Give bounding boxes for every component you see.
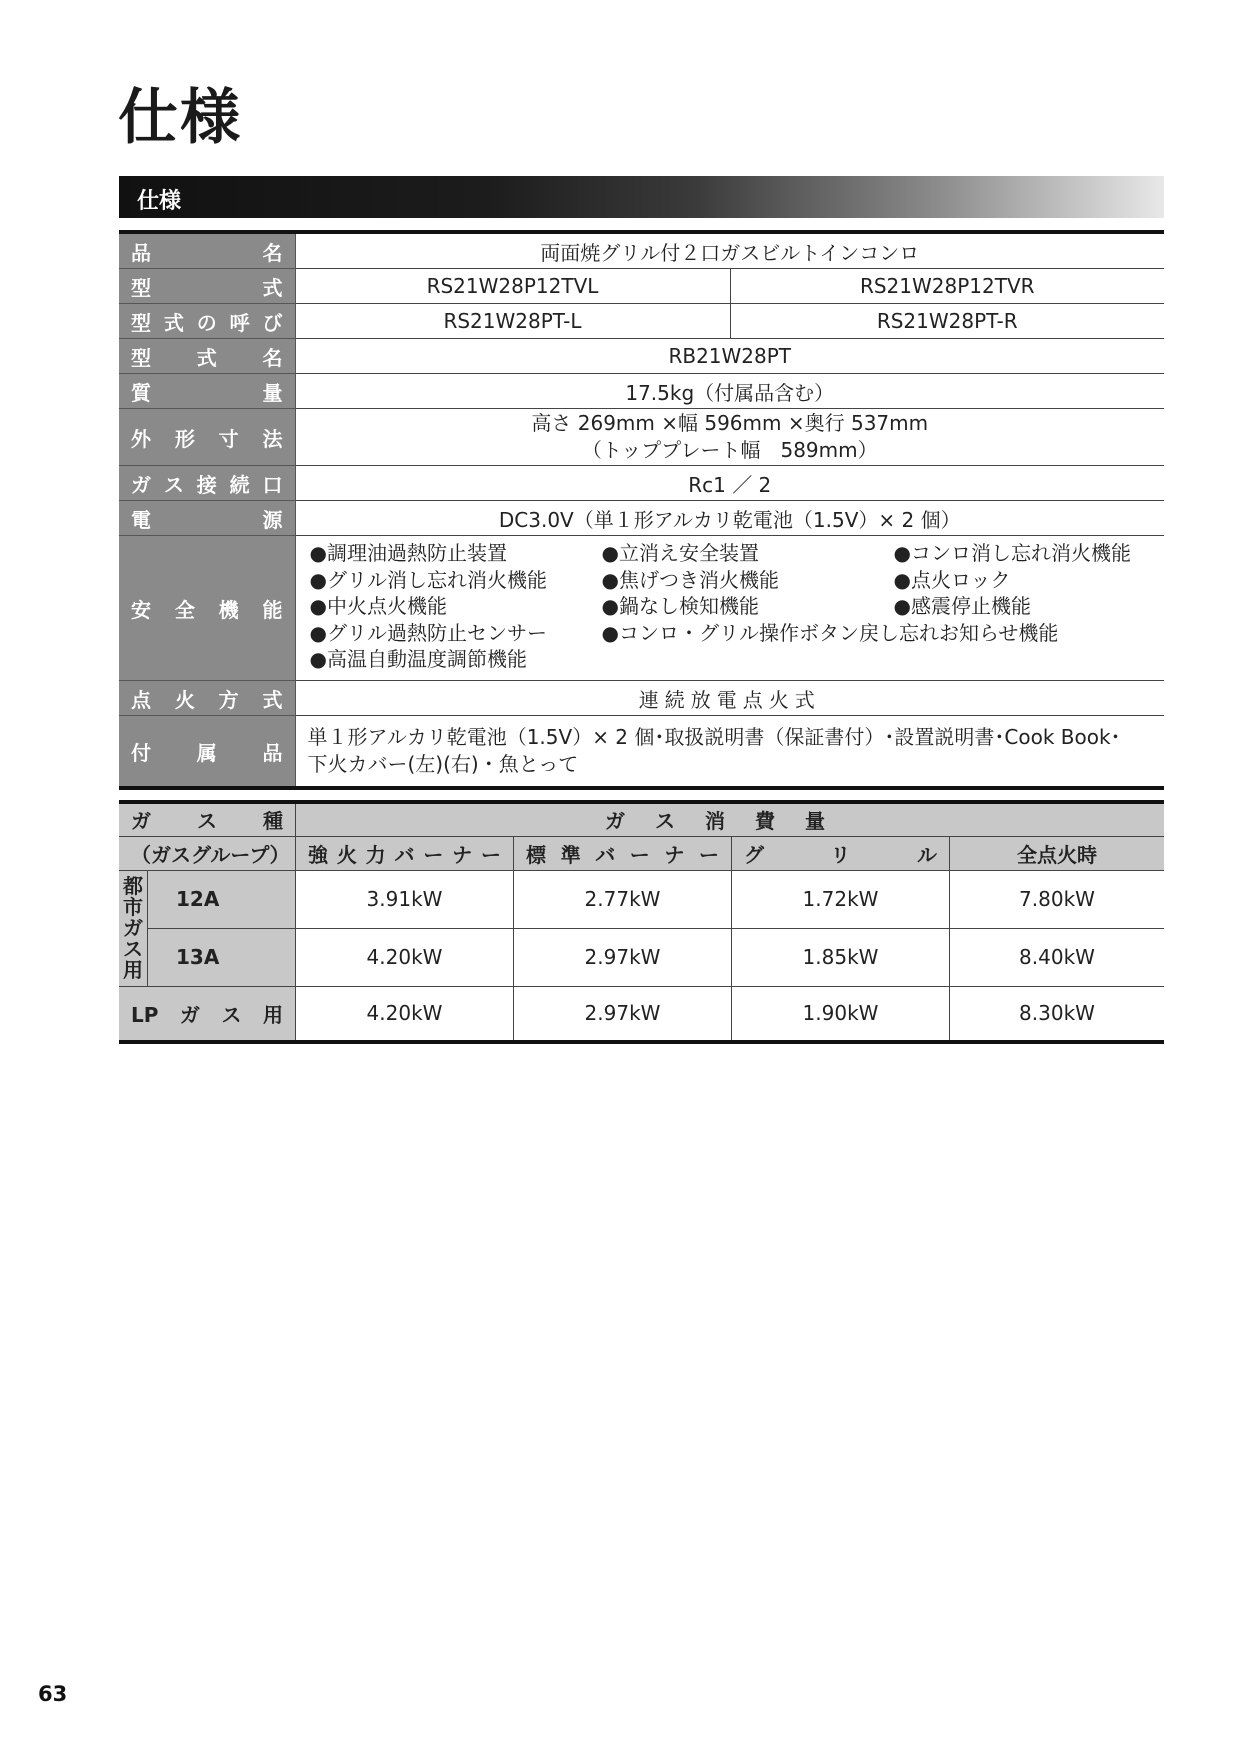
safety-item: ●コンロ消し忘れ消火機能 — [893, 541, 1131, 565]
spec-row-model — [119, 269, 1164, 304]
consumption-label: ガス消費量 — [296, 802, 1165, 836]
value-cell: 7.80kW — [950, 870, 1165, 928]
column-header: グリル — [732, 836, 950, 870]
city-gas-label-text: 都市ガス用 — [123, 873, 143, 982]
spec-value-left: RS21W28P12TVL — [295, 269, 730, 304]
safety-item: ●点火ロック — [893, 567, 1011, 592]
spec-row-ignition — [119, 681, 1164, 716]
spec-value-right: RS21W28P12TVR — [730, 269, 1164, 304]
spec-row-product-name — [119, 232, 1164, 269]
spec-label: 型式名 — [119, 339, 295, 374]
spec-value — [295, 409, 1164, 466]
spec-row-gas-connection — [119, 466, 1164, 501]
accessories-line-2: 下火カバー(左)(右)・魚とって — [307, 752, 579, 776]
spec-table — [119, 230, 1164, 790]
spec-value-left: RS21W28PT-L — [295, 304, 730, 339]
section-title: 仕様 — [137, 189, 182, 214]
value-cell: 8.40kW — [950, 928, 1165, 986]
gas-consumption-table — [119, 800, 1164, 1044]
dimensions-line-2: （トッププレート幅 589mm） — [581, 438, 878, 462]
safety-item: ●グリル消し忘れ消火機能 — [309, 567, 547, 592]
spec-row-dimensions — [119, 409, 1164, 466]
spec-label: 点火方式 — [119, 681, 295, 716]
value-cell: 1.85kW — [732, 928, 950, 986]
page-number: 63 — [38, 1682, 68, 1706]
gas-row-lp — [119, 986, 1164, 1042]
spec-value: 連続放電点火式 — [295, 681, 1164, 716]
safety-item: ●コンロ・グリル操作ボタン戻し忘れお知らせ機能 — [601, 620, 1059, 645]
column-header: 全点火時 — [950, 836, 1165, 870]
gas-row-12a — [119, 870, 1164, 928]
spec-row-mass — [119, 374, 1164, 409]
spec-value-right: RS21W28PT-R — [730, 304, 1164, 339]
spec-value: 17.5kg（付属品含む） — [295, 374, 1164, 409]
row-label: 13A — [148, 928, 296, 986]
row-label: 12A — [148, 870, 296, 928]
safety-features — [295, 536, 1164, 681]
spec-row-power — [119, 501, 1164, 536]
safety-item: ●中火点火機能 — [309, 594, 447, 618]
dimensions-line-1: 高さ 269mm ×幅 596mm ×奥行 537mm — [531, 411, 929, 435]
spec-value — [295, 716, 1164, 789]
value-cell: 1.90kW — [732, 986, 950, 1042]
gas-type-label: ガス種 — [119, 802, 296, 836]
spec-label: ガス接続口 — [119, 466, 295, 501]
safety-item: ●グリル過熱防止センサー — [309, 620, 547, 645]
spec-value: DC3.0V（単１形アルカリ乾電池（1.5V）× 2 個） — [295, 501, 1164, 536]
spec-value: Rc1 ／ 2 — [295, 466, 1164, 501]
spec-row-safety — [119, 536, 1164, 681]
spec-label: 電源 — [119, 501, 295, 536]
spec-label: 型式の呼び — [119, 304, 295, 339]
safety-item: ●鍋なし検知機能 — [601, 594, 759, 618]
safety-item: ●立消え安全装置 — [601, 541, 759, 565]
gas-header-row-1 — [119, 802, 1164, 836]
spec-label: 付属品 — [119, 716, 295, 789]
accessories-line-1: 単１形アルカリ乾電池（1.5V）× 2 個･取扱説明書（保証書付）･設置説明書･Cook Book･ — [307, 725, 1121, 749]
spec-row-accessories — [119, 716, 1164, 789]
value-cell: 2.77kW — [514, 870, 732, 928]
column-header: 強火力バーナー — [296, 836, 514, 870]
value-cell: 4.20kW — [296, 928, 514, 986]
spec-label: 安全機能 — [119, 536, 295, 681]
city-gas-label — [119, 870, 148, 986]
spec-label: 質量 — [119, 374, 295, 409]
safety-item: ●調理油過熱防止装置 — [309, 541, 507, 565]
value-cell: 1.72kW — [732, 870, 950, 928]
gas-row-13a — [119, 928, 1164, 986]
value-cell: 4.20kW — [296, 986, 514, 1042]
spec-value: 両面焼グリル付２口ガスビルトインコンロ — [295, 232, 1164, 269]
gas-header-row-2 — [119, 836, 1164, 870]
safety-item: ●高温自動温度調節機能 — [309, 647, 527, 671]
column-header: 標準バーナー — [514, 836, 732, 870]
page-title: 仕様 — [118, 83, 242, 153]
safety-item: ●感震停止機能 — [893, 594, 1031, 618]
spec-label: 外形寸法 — [119, 409, 295, 466]
spec-label: 品名 — [119, 232, 295, 269]
value-cell: 3.91kW — [296, 870, 514, 928]
row-label: LPガス用 — [119, 986, 296, 1042]
spec-value: RB21W28PT — [295, 339, 1164, 374]
section-header — [119, 176, 1164, 218]
spec-row-model-name — [119, 339, 1164, 374]
value-cell: 2.97kW — [514, 986, 732, 1042]
safety-item: ●焦げつき消火機能 — [601, 567, 779, 592]
gas-group-label: （ガスグループ） — [119, 836, 296, 870]
spec-label: 型式 — [119, 269, 295, 304]
value-cell: 2.97kW — [514, 928, 732, 986]
value-cell: 8.30kW — [950, 986, 1165, 1042]
spec-row-model-call — [119, 304, 1164, 339]
